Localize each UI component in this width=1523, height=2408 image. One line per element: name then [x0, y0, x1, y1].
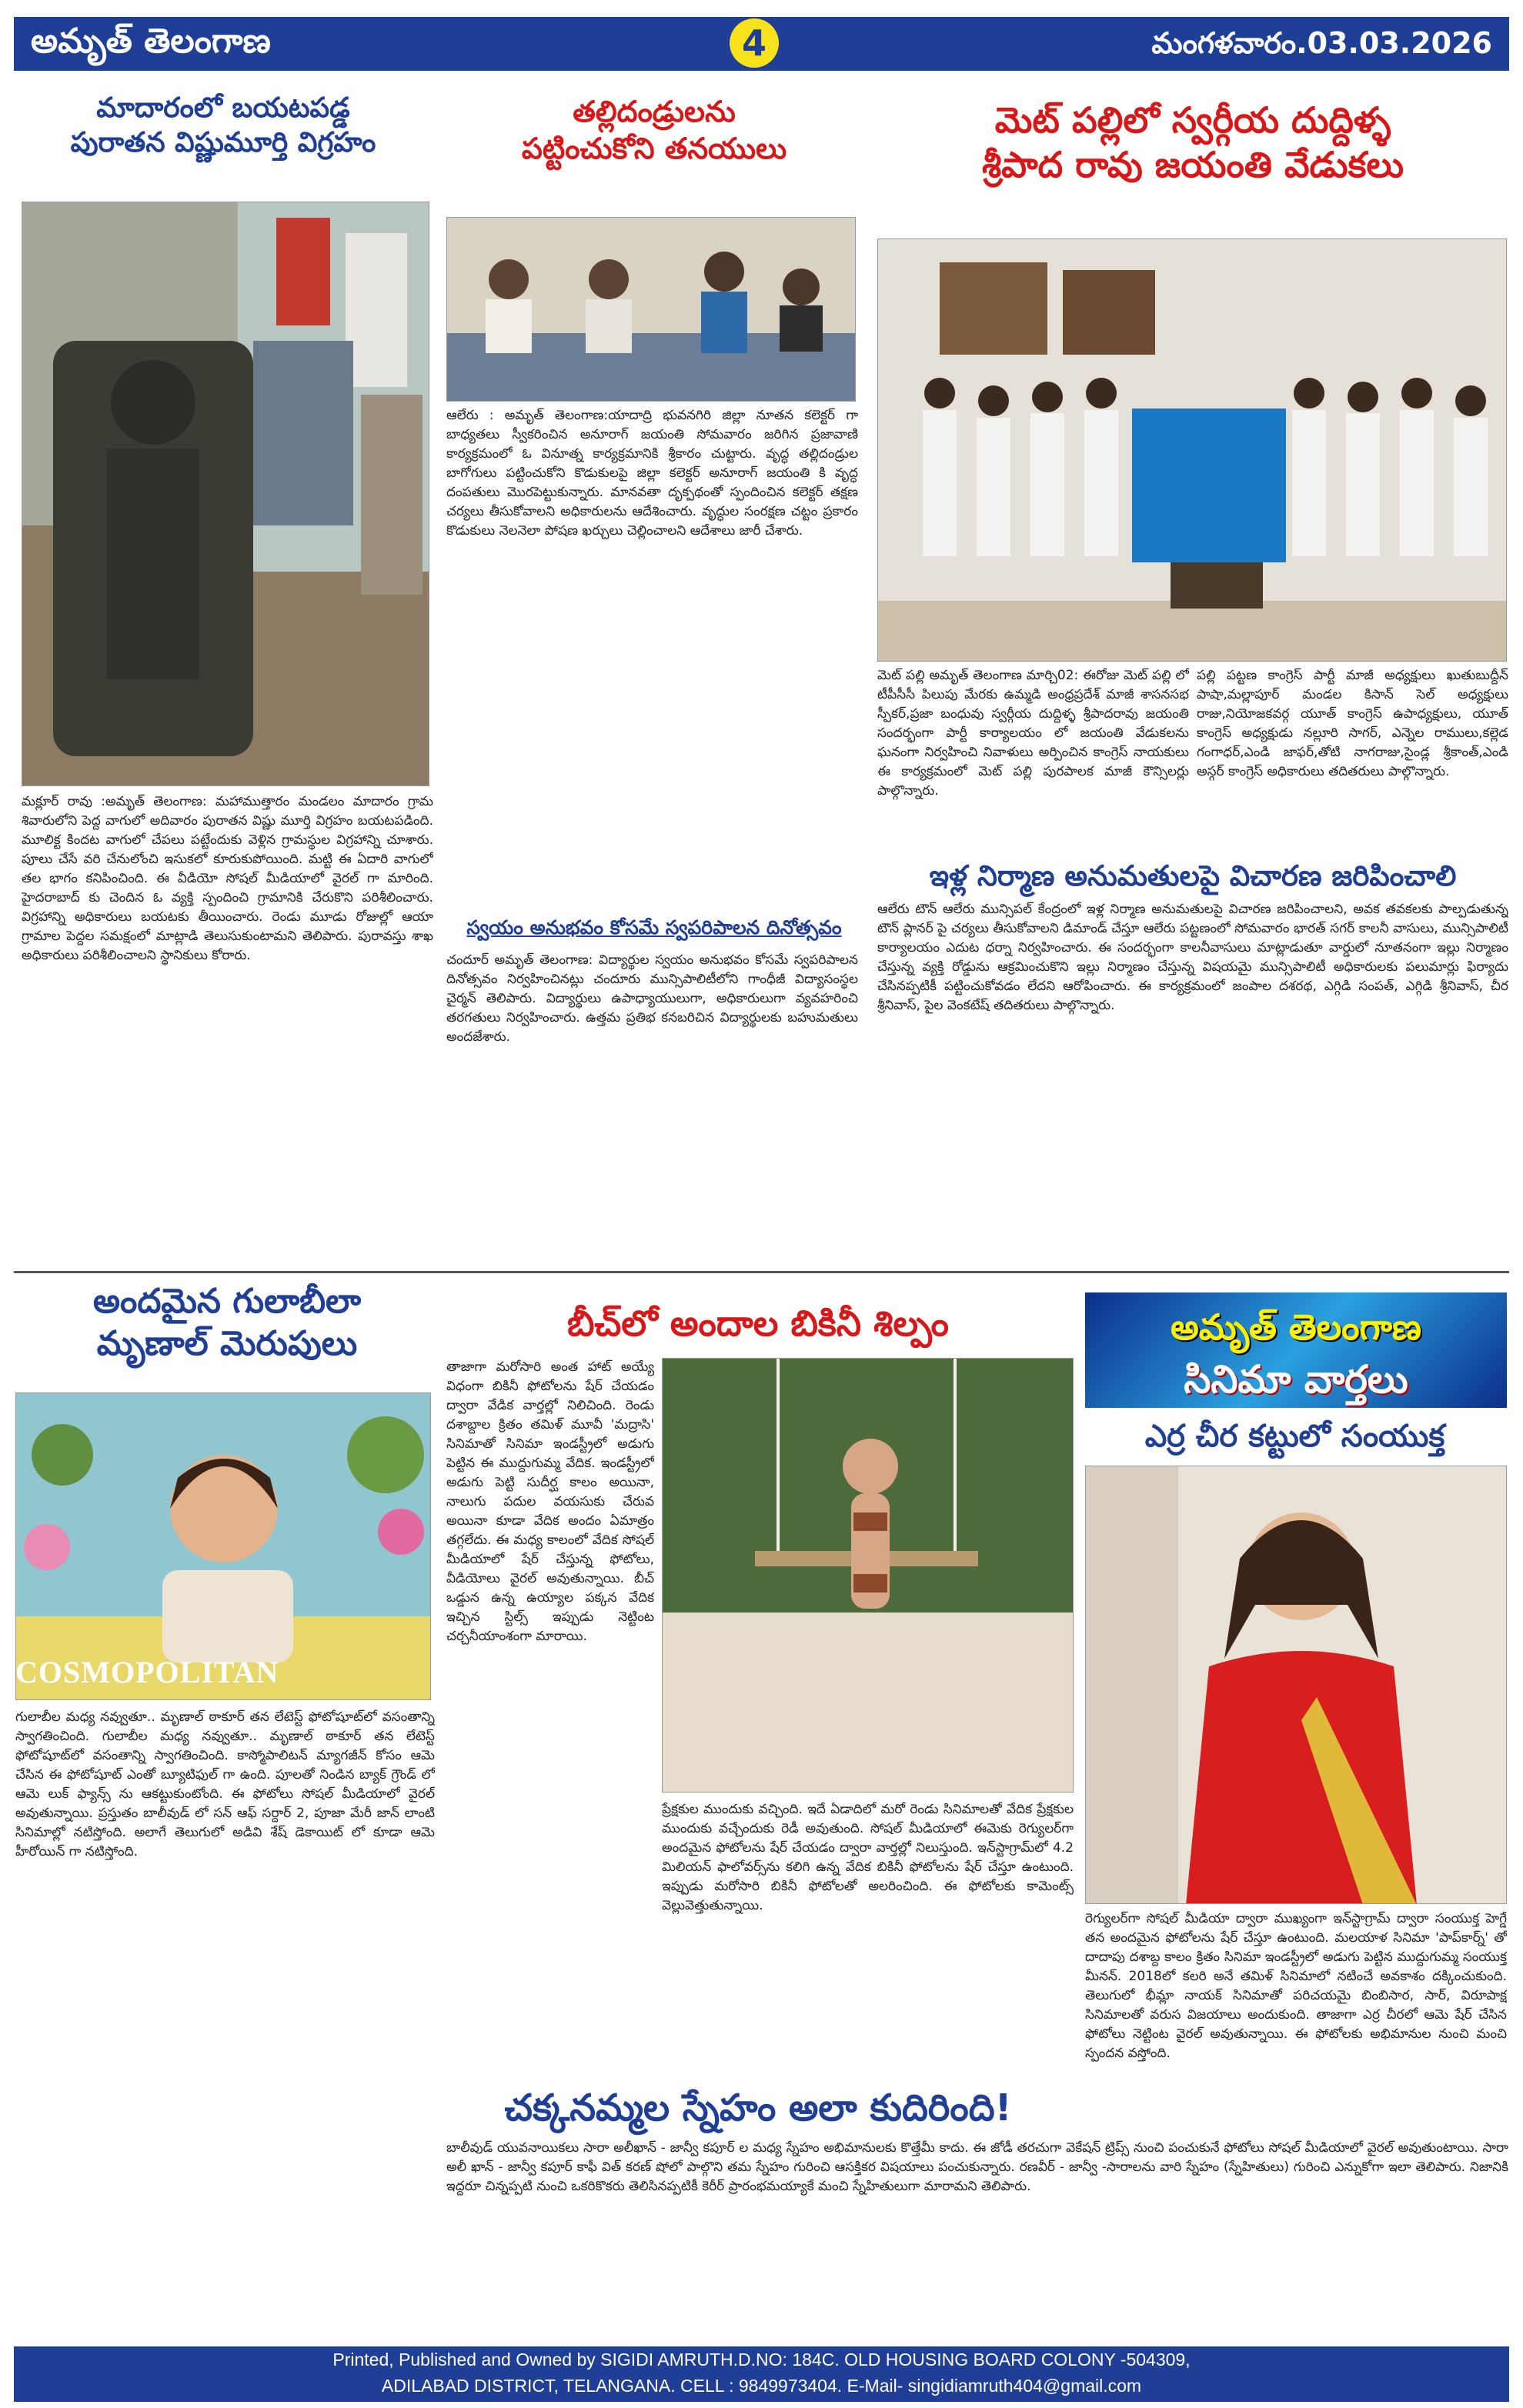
paper-name: అమృత్ తెలంగాణ: [31, 22, 271, 61]
parents-article-body: ఆలేరు : అమృత్ తెలంగాణ:యాదాద్రి భువనగిరి జిల్లా నూతన కలెక్టర్ గా బాధ్యతలు స్వీకరించిన అనూరాగ్ జయంతి సోమవారం జరిగిన ప్రజావాణి కార్యక్రమంలో ఓ వినూత్న కార్యక్రమానికి శ్రీకారం చుట్టారు. వృద్ధ తల్లిదండ్రుల బాగోగులు పట్టించుకోని కొడుకులపై జిల్లా కలెక్టర్ అనూరాగ్ జయంతి కి వృద్ధ దంపతులు మొరపెట్టుకున్నారు. మానవతా దృక్పథంతో స్పందించిన కలెక్టర్ తక్షణ చర్యలు తీసుకోవాలని అధికారులను ఆదేశించారు. వృద్ధుల సంరక్షణ చట్టం ప్రకారం కొడుకులు నెలనెలా పోషణ ఖర్చులు చెల్లించాలని ఆదేశాలు జారీ చేశారు.: [446, 408, 858, 539]
jayanthi-headline: [877, 98, 1508, 187]
bikini-photo-art: [663, 1359, 1074, 1793]
masthead: [14, 17, 1509, 71]
bikini-photo: [662, 1358, 1074, 1793]
bikini-headline: బీచ్‌లో అందాల బికినీ శిల్పం: [566, 1302, 950, 1344]
parents-headline: [443, 94, 866, 167]
idol-headline: [15, 91, 431, 160]
idol-photo: [22, 202, 429, 786]
mrunal-headline-line-2: మృణాల్ మెరుపులు: [96, 1324, 358, 1363]
parents-headline-line-2: పట్టించుకోని తనయులు: [521, 131, 787, 165]
cinema-banner-title-2: సినిమా వార్తలు: [1184, 1357, 1408, 1402]
self-rule-headline: స్వయం అనుభవం కోసమే స్వపరిపాలన దినోత్సవం: [466, 916, 842, 939]
section-divider: [14, 1271, 1509, 1273]
cosmopolitan-caption: COSMOPOLITAN: [15, 1655, 279, 1689]
samyuktha-article-body: రెగ్యులర్‌గా సోషల్ మీడియా ద్వారా ముఖ్యంగా ఇన్‌స్టాగ్రామ్ ద్వారా సంయుక్త హెగ్డే తన అందమైన ఫోటోలను షేర్ చేస్తూ ఉంటుంది. మలయాళ సినిమా 'పాప్‌కార్న్' తో దాదాపు దశాబ్ద కాలం క్రితం సినిమా ఇండస్ట్రీలో అడుగు పెట్టిన ముద్దుగుమ్మ సంయుక్త మీనన్. 2018లో కలరి అనే తమిళ్ సినిమాలో నటించే అవకాశం దక్కించుకుంది. తెలుగులో భీమ్లా నాయక్ సినిమాతో పరిచయమై బింబిసార, సార్, విరూపాక్ష సినిమాలతో వరుస విజయాలు అందుకుంది. తాజాగా ఎర్ర చీరలో ఆమె షేర్ చేసిన ఫోటోలు నెట్టింట వైరల్ అవుతున్నాయి. ఈ ఫోటోలకు అభిమానుల నుంచి మంచి స్పందన వస్తోంది.: [1085, 1911, 1507, 2061]
idol-headline-line-1: మాదారంలో బయటపడ్డ: [96, 92, 350, 124]
idol-photo-art: [22, 202, 429, 786]
mrunal-article-body: గులాబీల మధ్య నవ్వుతూ.. మృణాల్ ఠాకూర్ తన లేటెస్ట్ ఫోటోషూట్‌లో వసంతాన్ని స్వాగతించింది. గులాబీల మధ్య నవ్వుతూ.. మృణాల్ ఠాకూర్ తన లేటెస్ట్ ఫోటోషూట్‌లో వసంతాన్ని స్వాగతించింది. కాస్మోపాలిటన్ మ్యాగజీన్ కోసం ఆమె చేసిన ఈ ఫోటోషూట్ ఎంతో బ్యూటిఫుల్ గా ఉంది. పూలతో నిండిన బ్యాక్ గ్రౌండ్ లో ఆమె లుక్ ఫ్యాన్స్ ను ఆకట్టుకుంటోంది. ఈ ఫోటోలు సోషల్ మీడియాలో వైరల్ అవుతున్నాయి. ప్రస్తుతం బాలీవుడ్ లో సన్ ఆఫ్ సర్దార్ 2, పూజా మేరీ జాన్ లాంటి సినిమాల్లో నటిస్తోంది. అలాగే తెలుగులో అడివి శేష్ డెకాయిట్ లో కూడా ఆమె హీరోయిన్ గా నటిస్తోంది.: [15, 1709, 435, 1859]
parents-photo: [446, 217, 856, 402]
imprint-line-1: Printed, Published and Owned by SIGIDI AMRUTH.D.NO: 184C. OLD HOUSING BOARD COLONY -504309,: [332, 2350, 1191, 2370]
parents-headline-line-1: తల్లిదండ్రులను: [573, 95, 736, 128]
page-number: 4: [730, 18, 779, 68]
friendship-article-body: బాలీవుడ్ యువనాయికలు సారా అలీఖాన్ - జాన్వీ కపూర్ ల మధ్య స్నేహం అభిమానులకు కొత్తేమీ కాదు. ఈ జోడీ తరచుగా వెకేషన్ ట్రిప్స్ నుంచి పంచుకునే ఫోటోలు సోషల్ మీడియాలో వైరల్ అవుతుంటాయి. సారా అలీ ఖాన్ - జాన్వీ కపూర్ కాఫీ విత్ కరణ్ షోలో పాల్గొని తమ స్నేహం గురించి ఆసక్తికర విషయాలు పంచుకున్నారు. రణవీర్ - జాన్వీ -సారాలను వారి స్నేహం (స్నేహితులు) గురించి ఎన్నుకోగా ఇలా తెలిపారు. నిజానికి ఇద్దరూ చిన్నప్పటి నుంచి ఒకరికొకరు తెలిసినప్పటికీ కెరీర్ ప్రారంభమయ్యాకే మంచి స్నేహితులుగా మారామని తెలిపారు.: [446, 2140, 1508, 2194]
jayanthi-article-body-right: పల్లి పట్టణ కాంగ్రెస్ పార్టీ మాజీ అధ్యక్షులు ఖుతుబుద్దీన్ పాషా,మల్లాపూర్ మండల కిసాన్ సెల్ అధ్యక్షులు రాజు,నియోజకవర్గ యూత్ కాంగ్రెస్ ఉపాధ్యక్షులు, యూత్ కాంగ్రెస్ అధ్యక్షుడు నల్లూరి సాగర్, ఎన్నెల రాములు,కల్లెడ గంగాధర్,ఎండి జాఫర్,తోటి నాగరాజు,సైండ్ల శ్రీకాంత్,ఎండి అస్గర్ కాంగ్రెస్ అధికారులు తదితరులు పాల్గొన్నారు.: [1197, 668, 1508, 779]
issue-date: మంగళవారం.03.03.2026: [1151, 26, 1492, 60]
mrunal-headline-line-1: అందమైన గులాబీలా: [92, 1282, 362, 1321]
jayanthi-article-body-left: మెట్ పల్లి అమృత్ తెలంగాణ మార్చి02: ఈరోజు మెట్ పల్లి లో టీపీసీసీ పిలుపు మేరకు ఉమ్మడి అంధ్రప్రదేశ్ మాజీ శాసనసభ స్పీకర్,ప్రజా బంధువు స్వర్గీయ దుద్దిళ్ళ శ్రీపాదరావు జయంతి సందర్భంగా పార్టీ కార్యాలయం లో జయంతి వేడుకలను ఘనంగా నిర్వహించి నివాళులు అర్పించిన కాంగ్రెస్ నాయకులు ఈ కార్యక్రమంలో మెట్ పల్లి పురపాలక మాజీ కౌన్సిలర్లు పాల్గొన్నారు.: [877, 668, 1189, 799]
housing-headline: ఇళ్ల నిర్మాణ అనుమతులపై విచారణ జరిపించాలి: [929, 859, 1457, 892]
jayanthi-photo: [877, 238, 1507, 662]
samyuktha-headline: ఎర్ర చీర కట్టులో సంయుక్త: [1144, 1419, 1445, 1454]
self-rule-article-body: చందూర్ అమృత్ తెలంగాణ: విద్యార్థుల స్వయం అనుభవం కోసమే స్వపరిపాలన దినోత్సవం నిర్వహించినట్లు చందూరు మున్సిపాలిటీలోని గాంధీజీ విద్యాసంస్థల చైర్మన్ తెలిపారు. విద్యార్థులు ఉపాధ్యాయులుగా, అధికారులుగా వ్యవహరించి తరగతులు నిర్వహించారు. ఉత్తమ ప్రతిభ కనబరిచిన విద్యార్థులకు బహుమతులు అందజేశారు.: [446, 952, 858, 1045]
jayanthi-headline-line-2: శ్రీపాద రావు జయంతి వేడుకలు: [981, 143, 1404, 185]
housing-article-body: ఆలేరు టౌన్ ఆలేరు మున్సిపల్ కేంద్రంలో ఇళ్ల నిర్మాణ అనుమతులపై విచారణ జరిపించాలని, అవక తవకలకు పాల్పడుతున్న టౌన్ ప్లానర్ పై చర్యలు తీసుకోవాలని డిమాండ్ చేస్తూ ఆలేరు పట్టణంలో సోమవారం భారత్ సగర్ కాలనీ వాసులు, మున్సిపాలిటీ కార్యాలయం ఎదుట ధర్నా నిర్వహించారు. ఈ సందర్భంగా కాలనీవాసులు మాట్లాడుతూ వార్డులో నూతనంగా ఇల్లు నిర్మాణం చేస్తున్న వ్యక్తి రోడ్డును ఆక్రమించుకొని ఇల్లు నిర్మాణం చేస్తున్న విషయమై మున్సిపాలిటీ అధికారులకు పలుమార్లు ఫిర్యాదు చేసినప్పటికీ పట్టించుకోవడం లేదని ఆరోపించారు. ఈ కార్యక్రమంలో జంపాల దశరథ, ఎగ్గిడి సంపత్, ఎగ్గిడి శ్రీనివాస్, చీర శ్రీనివాస్, పైల వెంకటేష్ తదితరులు పాల్గొన్నారు.: [877, 902, 1508, 1013]
bikini-article-body-left: తాజాగా మరోసారి అంత హాట్ అయ్యే విధంగా బికినీ ఫోటోలను షేర్ చేయడం ద్వారా వేడిక వార్తల్లో నిలిచింది. రెండు దశాబ్దాల క్రితం తమిళ్ మూవీ 'మద్రాసి' సినిమాతో సినిమా ఇండస్ట్రీలో అడుగు పెట్టిన ఈ ముద్దుగుమ్మ వేదిక. ఇండస్ట్రీలో అడుగు పెట్టి సుదీర్ఘ కాలం అయినా, నాలుగు పదుల వయసుకు చేరువ అయినా కూడా వేదిక అందం ఏమాత్రం తగ్గలేదు. ఈ మధ్య కాలంలో వేదిక సోషల్ మీడియాలో షేర్ చేస్తున్న ఫోటోలు, వీడియోలు వైరల్ అవుతున్నాయి. బీచ్ ఒడ్డున ఉన్న ఉయ్యాల పక్కన వేదిక ఇచ్చిన స్టిల్స్ ఇప్పుడు నెట్టింట చర్చనీయాంశంగా మారాయి.: [446, 1359, 654, 1644]
jayanthi-headline-line-1: మెట్ పల్లిలో స్వర్గీయ దుద్దిళ్ళ: [994, 99, 1391, 141]
idol-headline-line-2: పురాతన విష్ణుమూర్తి విగ్రహం: [70, 127, 376, 158]
jayanthi-photo-art: [878, 239, 1507, 662]
parents-photo-art: [447, 218, 856, 402]
imprint-footer: [14, 2346, 1509, 2402]
imprint-line-2: ADILABAD DISTRICT, TELANGANA. CELL : 9849973404. E-Mail- singidiamruth404@gmail.com: [381, 2376, 1142, 2396]
samyuktha-photo-art: [1086, 1466, 1507, 1904]
samyuktha-photo: [1085, 1466, 1507, 1904]
friendship-headline: చక్కనమ్మల స్నేహం అలా కుదిరింది!: [504, 2086, 1012, 2130]
mrunal-headline: [15, 1280, 439, 1365]
idol-article-body: మక్లూర్ రావు :అమృత్ తెలంగాణ: మహాముత్తారం మండలం మాదారం గ్రామ శివారులోని పెద్ద వాగులో అదివారం పురాతన విష్ణు మూర్తి విగ్రహం బయటపడింది. మూలిక్ట కిందట వాగులో చేపలు పట్టేందుకు వెళ్లిన గ్రామస్థుల విగ్రహాన్ని చూశారు. పూలు చేసే వరి చేనులోంచి ఇసుకలో కూరుకుపోయింది. మట్టి ఈ ఏదారి వాగులో తల భాగం కనిపించింది. ఈ వీడియో సోషల్ మీడియాలో వైరల్ గా మారింది. హైదరాబాద్ కు చెందిన ఓ వ్యక్తి స్పందించి గ్రామానికి చేరుకొని పరిశీలించారు. విగ్రహాన్ని అధికారులు బయటకు తీయించారు. రెండు మూడు రోజుల్లో ఆయా గ్రామాల పెద్దల సమక్షంలో మాట్లాడి తెలుసుకుంటామని తెలిపారు. పురావస్తు శాఖ అధికారులు పరిశీలించాలని స్థానికులు కోరారు.: [22, 794, 433, 963]
bikini-article-body-bottom: ప్రేక్షకుల ముందుకు వచ్చింది. ఇదే ఏడాదిలో మరో రెండు సినిమాలతో వేదిక ప్రేక్షకుల ముందుకు వచ్చేందుకు రెడీ అవుతుంది. సోషల్ మీడియాలో ఈమెకు రెగ్యులర్‌గా అందమైన ఫోటోలను షేర్ చేయడం ద్వారా వార్తల్లో నిలుస్తుంది. ఇన్‌స్టాగ్రామ్‌లో 4.2 మిలియన్ ఫాలోవర్స్‌ను కలిగి ఉన్న వేదిక బికినీ ఫోటోలను షేర్ చేస్తూ ఉంటుంది. ఇప్పుడు మరోసారి బికినీ ఫోటోలతో అలరించింది. ఈ ఫోటోలకు కామెంట్స్ వెల్లువెత్తుతున్నాయి.: [662, 1802, 1074, 1913]
cinema-banner-title-1: అమృత్ తెలంగాణ: [1171, 1306, 1421, 1348]
cinema-news-banner: [1085, 1292, 1507, 1408]
